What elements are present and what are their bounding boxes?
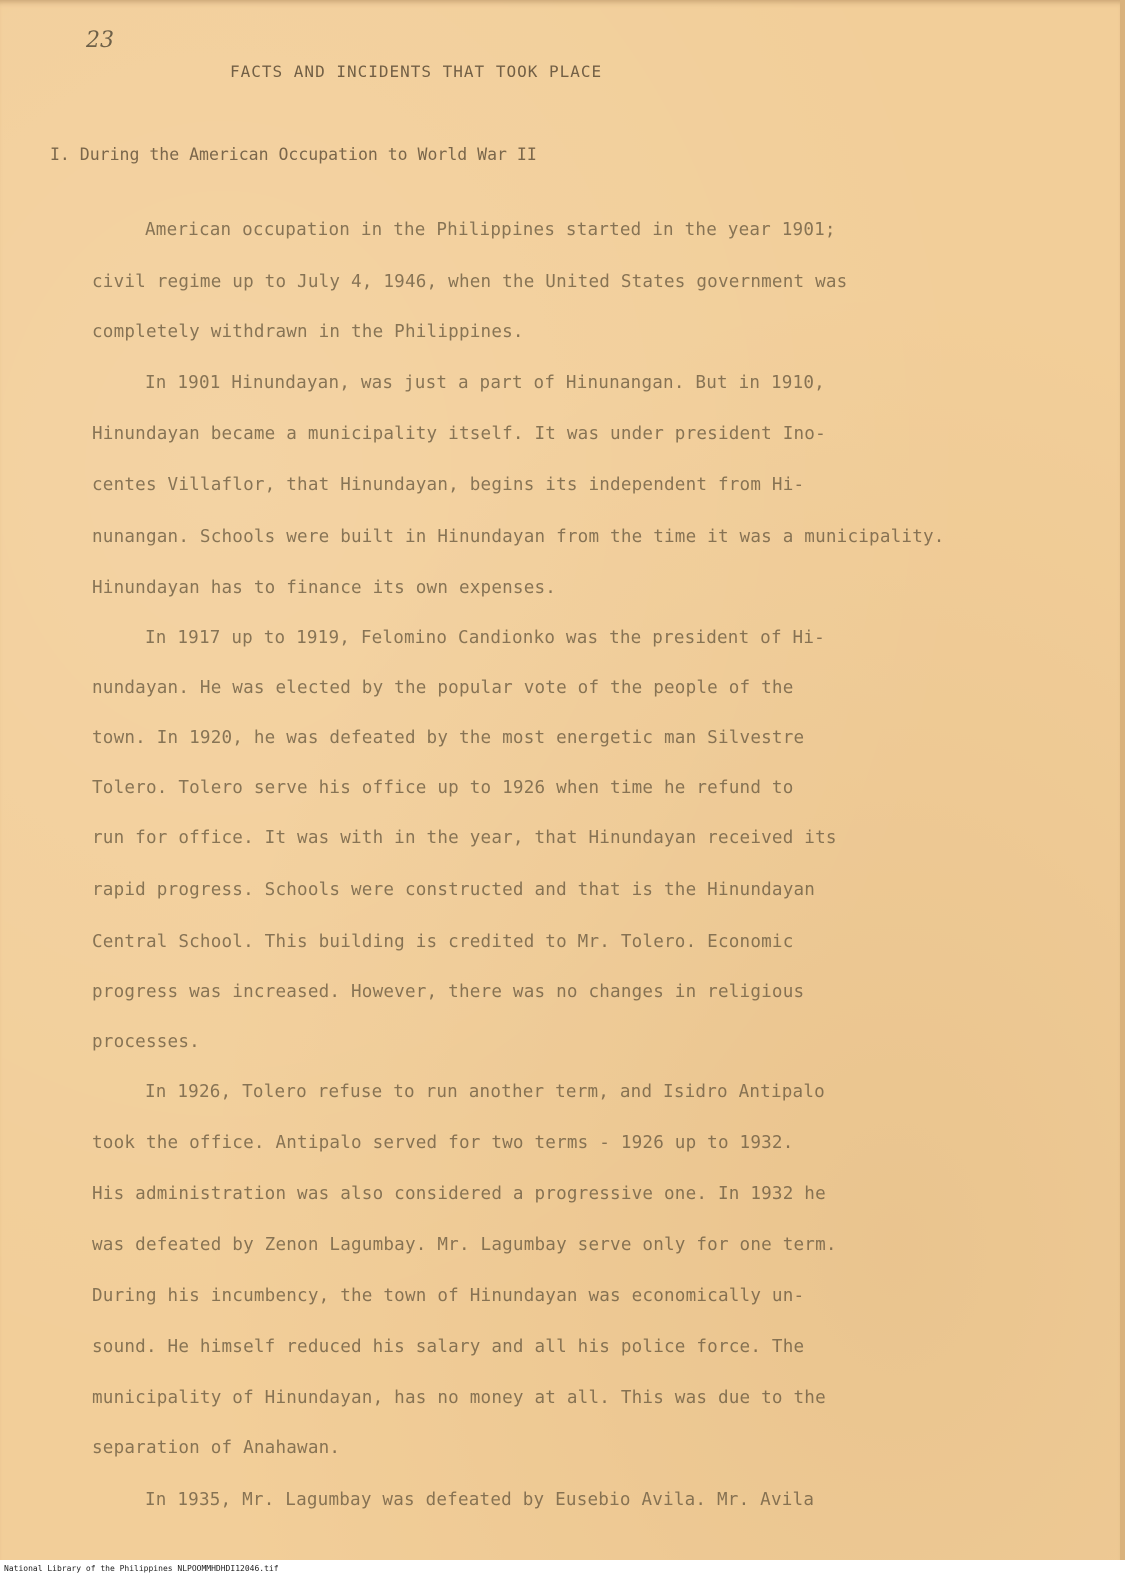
archive-footer: National Library of the Philippines NLPOOMMHDHDI12046.tif [4,1564,279,1573]
text-line: American occupation in the Philippines started in the year 1901; [145,220,836,240]
text-line: rapid progress. Schools were constructed and that is the Hinundayan [92,880,816,900]
text-line: In 1901 Hinundayan, was just a part of Hinunangan. But in 1910, [145,373,825,393]
text-line: Hinundayan became a municipality itself. It was under president Ino- [92,424,826,444]
page-number: 23 [86,28,114,53]
text-line: Central School. This building is credited to Mr. Tolero. Economic [92,932,794,952]
text-line: progress was increased. However, there was no changes in religious [92,982,805,1002]
text-line: processes. [92,1032,200,1052]
text-line: nundayan. He was elected by the popular vote of the people of the [92,678,794,698]
text-line: centes Villaflor, that Hinundayan, begins its independent from Hi- [92,475,805,495]
text-line: In 1917 up to 1919, Felomino Candionko was the president of Hi- [145,628,825,648]
text-line: was defeated by Zenon Lagumbay. Mr. Lagumbay serve only for one term. [92,1235,837,1255]
text-line: separation of Anahawan. [92,1438,341,1458]
text-line: During his incumbency, the town of Hinundayan was economically un- [92,1286,805,1306]
text-line: municipality of Hinundayan, has no money at all. This was due to the [92,1388,826,1408]
text-line: nunangan. Schools were built in Hinundayan from the time it was a municipality. [92,527,945,547]
section-heading: I. During the American Occupation to World War II [50,145,537,164]
text-line: completely withdrawn in the Philippines. [92,322,524,342]
text-line: Hinundayan has to finance its own expenses. [92,578,557,598]
text-line: Tolero. Tolero serve his office up to 1926 when time he refund to [92,778,794,798]
text-line: In 1926, Tolero refuse to run another term, and Isidro Antipalo [145,1082,825,1102]
text-line: town. In 1920, he was defeated by the most energetic man Silvestre [92,728,805,748]
text-line: sound. He himself reduced his salary and all his police force. The [92,1337,805,1357]
text-line: His administration was also considered a progressive one. In 1932 he [92,1184,826,1204]
text-line: civil regime up to July 4, 1946, when the United States government was [92,272,848,292]
text-line: run for office. It was with in the year, that Hinundayan received its [92,828,837,848]
text-line: took the office. Antipalo served for two terms - 1926 up to 1932. [92,1133,794,1153]
page-title: FACTS AND INCIDENTS THAT TOOK PLACE [230,62,603,81]
text-line: In 1935, Mr. Lagumbay was defeated by Eusebio Avila. Mr. Avila [145,1490,815,1510]
